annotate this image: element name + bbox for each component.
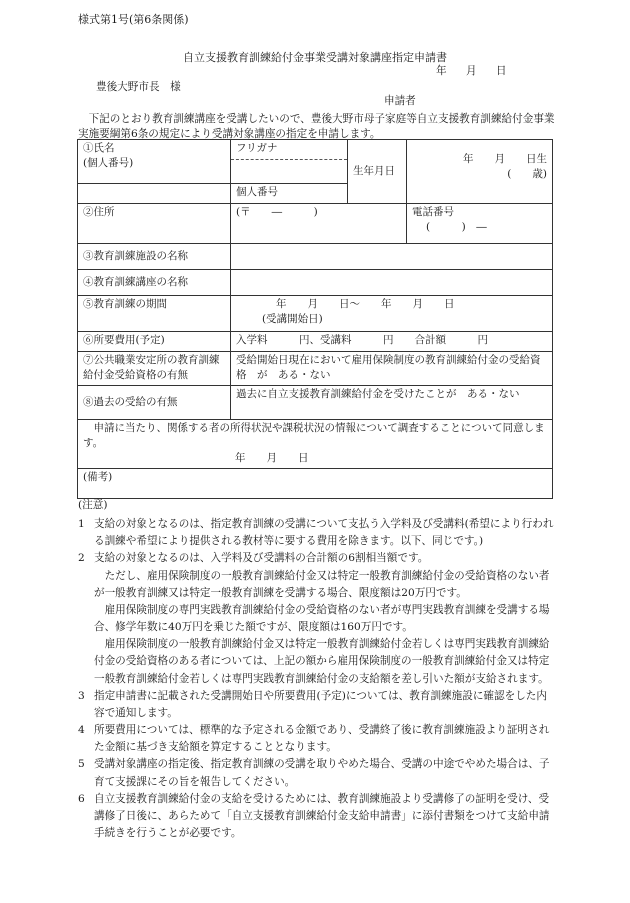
intro-paragraph: 下記のとおり教育訓練講座を受講したいので、豊後大野市母子家庭等自立支援教育訓練給付金事業実施要綱第6条の規定により受講対象講座の指定を申請します。	[78, 113, 555, 141]
age-value: ( 歳)	[507, 168, 547, 181]
cost-field[interactable]	[231, 332, 553, 352]
form-number: 様式第1号(第6条関係)	[78, 13, 189, 26]
consent-cell[interactable]	[78, 420, 553, 469]
application-table	[77, 139, 553, 499]
note-number: 3	[78, 689, 85, 702]
addressee: 豊後大野市長 様	[96, 81, 181, 93]
name-label-cell	[78, 140, 231, 184]
course-label: ④教育訓練講座の名称	[83, 275, 188, 288]
cost-label: ⑥所要費用(予定)	[83, 334, 165, 346]
period-value: 年 月 日～ 年 月 日	[276, 298, 455, 310]
phone-value: ( ) ―	[426, 221, 487, 234]
note-item	[78, 688, 556, 722]
note-text: 指定申請書に記載された受講開始日や所要費用(予定)については、教育訓練施設に確認をした内容で通知します。	[94, 689, 547, 719]
remarks-cell[interactable]	[78, 468, 553, 498]
address-field[interactable]	[231, 204, 407, 244]
past-receipt-label: ⑧過去の受給の有無	[83, 395, 178, 408]
note-text: 支給の対象となるのは、指定教育訓練の受講について支払う入学料及び受講料(希望により行われる訓練や希望により提供される教材等に要する費用を除きます。以下、同じです。)	[94, 518, 554, 548]
postal-code-field: (〒 ― )	[236, 206, 318, 218]
eligibility-value: 受給開始日現在において雇用保険制度の教育訓練給付金の受給資格 が ある・ない	[236, 354, 541, 382]
address-label: ②住所	[83, 206, 115, 218]
individual-number-sublabel: (個人番号)	[83, 157, 134, 170]
note-number: 6	[78, 792, 85, 805]
phone-field[interactable]	[407, 204, 553, 244]
address-label-cell	[78, 204, 231, 244]
individual-number-label-cell	[78, 184, 231, 204]
course-field[interactable]	[231, 270, 553, 296]
note-number: 1	[78, 518, 85, 531]
note-text: 雇用保険制度の専門実践教育訓練給付金の受給資格のない者が専門実践教育訓練を受講する場合、修学年数に40万円を乗じた額ですが、限度額は160万円です。	[94, 603, 550, 634]
course-label-cell	[78, 270, 231, 296]
note-number: 5	[78, 758, 85, 771]
birthdate-value: 年 月 日生	[463, 153, 547, 165]
past-receipt-value: 過去に自立支援教育訓練給付金を受けたことが ある・ない	[236, 388, 520, 400]
note-number: 2	[78, 552, 85, 565]
note-text: 支給の対象となるのは、入学料及び受講料の合計額の6割相当額です。	[94, 552, 429, 565]
birthdate-label-cell	[348, 140, 407, 204]
note-number: 4	[78, 724, 85, 737]
past-receipt-field[interactable]	[231, 386, 553, 420]
notes-section	[78, 497, 556, 842]
name-field[interactable]	[231, 160, 348, 184]
note-item	[78, 516, 556, 550]
eligibility-label-cell	[78, 352, 231, 386]
applicant-label: 申請者	[384, 95, 416, 107]
name-label: ①氏名	[83, 142, 115, 154]
note-item	[78, 756, 556, 790]
eligibility-label: ⑦公共職業安定所の教育訓練給付金受給資格の有無	[83, 354, 220, 382]
eligibility-field[interactable]	[231, 352, 553, 386]
consent-text: 申請に当たり、関係する者の所得状況や課税状況の情報について調査することについて同意します。	[83, 422, 545, 450]
facility-field[interactable]	[231, 244, 553, 270]
note-item	[78, 550, 556, 687]
note-text: 所要費用については、標準的な予定される金額であり、受講終了後に教育訓練施設より証明された金額に基づき支給額を算定することとなります。	[94, 724, 550, 754]
note-text: 雇用保険制度の一般教育訓練給付金又は特定一般教育訓練給付金若しくは専門実践教育訓練給付金の受給資格のある者については、上記の額から雇用保険制度の一般教育訓練給付金又は特定一般教育訓練給付金若しくは専門実践教育訓練給付金の支給額を差し引いた額が支給されます。	[94, 638, 550, 685]
notes-list	[78, 516, 556, 842]
note-text: ただし、雇用保険制度の一般教育訓練給付金又は特定一般教育訓練給付金の受給資格のない者が一般教育訓練又は特定一般教育訓練を受講する場合、限度額は20万円です。	[94, 569, 550, 599]
document-title: 自立支援教育訓練給付金事業受講対象講座指定申請書	[183, 51, 447, 64]
consent-date: 年 月 日	[235, 452, 309, 465]
facility-label-cell	[78, 244, 231, 270]
cost-value: 入学料 円、受講料 円 合計額 円	[236, 334, 488, 346]
birthdate-label: 生年月日	[353, 164, 395, 177]
note-item	[78, 722, 556, 756]
past-receipt-label-cell	[78, 386, 231, 420]
period-label: ⑤教育訓練の期間	[83, 298, 167, 310]
individual-number-label: 個人番号	[236, 186, 278, 198]
note-text: 受講対象講座の指定後、指定教育訓練の受講を取りやめた場合、受講の中途でやめた場合は、子育て支援課にその旨を報告してください。	[94, 758, 550, 788]
period-start-note: (受講開始日)	[262, 313, 323, 326]
period-label-cell	[78, 296, 231, 332]
cost-label-cell	[78, 332, 231, 352]
phone-label: 電話番号	[412, 206, 454, 218]
note-item	[78, 791, 556, 842]
facility-label: ③教育訓練施設の名称	[83, 249, 188, 262]
note-text: 自立支援教育訓練給付金の支給を受けるためには、教育訓練施設より受講修了の証明を受け、受講修了日後に、あらためて「自立支援教育訓練給付金支給申請書」に添付書類をつけて支給申請手続きを行うことが必要です。	[94, 792, 550, 839]
period-field[interactable]	[231, 296, 553, 332]
furigana-field[interactable]	[231, 140, 348, 160]
notes-heading: (注意)	[78, 499, 108, 511]
application-date: 年 月 日	[436, 65, 507, 77]
furigana-label: フリガナ	[236, 142, 278, 154]
individual-number-field[interactable]	[231, 184, 348, 204]
birthdate-field[interactable]	[407, 140, 553, 204]
remarks-label: (備考)	[83, 470, 113, 483]
